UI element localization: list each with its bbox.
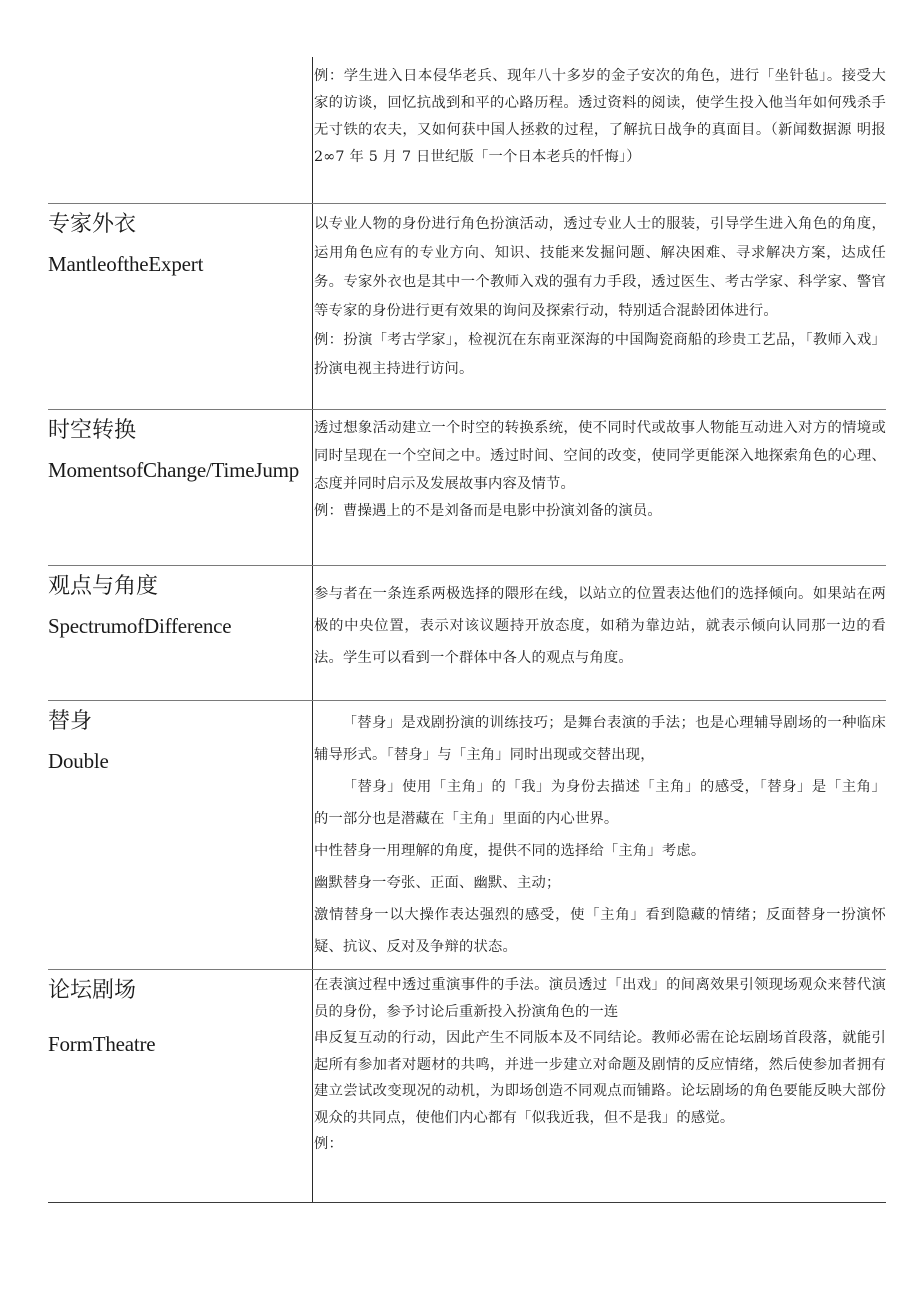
table-row (48, 701, 886, 970)
table-row (48, 410, 886, 566)
table-row (48, 566, 886, 701)
description-cell (313, 204, 886, 409)
description-cell (313, 701, 886, 969)
description-paragraph: 例：学生进入日本侵华老兵、现年八十多岁的金子安次的角色，进行「坐针毡」。接受大家的访谈，回忆抗战到和平的心路历程。透过资料的阅读，使学生投入他当年如何残杀手无寸铁的农夫，又如何获中国人拯救的过程，了解抗日战争的真面目。（新闻数据源 明报 2∞7 年 5 月 7 日世纪版「一个日本老兵的忏悔」） (314, 68, 886, 165)
term-english: FormTheatre (48, 1032, 156, 1056)
term-cell (48, 701, 313, 969)
term-cell (48, 566, 313, 700)
description-cell (313, 566, 886, 700)
drama-techniques-table (48, 57, 886, 1203)
table-row (48, 57, 886, 204)
example-paragraph: 例：扮演「考古学家」，检视沉在东南亚深海的中国陶瓷商船的珍贵工艺品，「教师入戏」扮演电视主持进行访问。 (314, 332, 886, 377)
table-row (48, 204, 886, 410)
description-cell (313, 57, 886, 203)
description-paragraph: 激情替身一以大操作表达强烈的感受，使「主角」看到隐藏的情绪；反面替身一扮演怀疑、抗议、反对及争辩的状态。 (314, 907, 886, 955)
example-paragraph: 例：曹操遇上的不是刘备而是电影中扮演刘备的演员。 (314, 503, 662, 519)
description-paragraph: 「替身」是戏剧扮演的训练技巧；是舞台表演的手法；也是心理辅导剧场的一种临床辅导形式。「替身」与「主角」同时出现或交替出现， (314, 715, 886, 763)
term-english: MantleoftheExpert (48, 252, 204, 276)
term-chinese: 替身 (48, 709, 93, 734)
term-english: MomentsofChange/TimeJump (48, 458, 300, 482)
description-cell (313, 970, 886, 1202)
description-paragraph: 「替身」使用「主角」的「我」为身份去描述「主角」的感受，「替身」是「主角」的一部分也是潜藏在「主角」里面的内心世界。 (314, 779, 886, 827)
term-english: SpectrumofDifference (48, 614, 232, 638)
description-paragraph: 在表演过程中透过重演事件的手法。演员透过「出戏」的间离效果引领现场观众来替代演员的身份，参予讨论后重新投入扮演角色的一连 (314, 977, 886, 1020)
description-paragraph: 参与者在一条连系两极选择的隈形在线，以站立的位置表达他们的选择倾向。如果站在两极的中央位置，表示对该议题持开放态度，如稍为靠边站，就表示倾向认同那一边的看法。学生可以看到一个群体中各人的观点与角度。 (314, 586, 886, 666)
term-chinese: 论坛剧场 (48, 978, 137, 1003)
description-paragraph: 以专业人物的身份进行角色扮演活动，透过专业人士的服装，引导学生进入角色的角度，运用角色应有的专业方向、知识、技能来发掘问题、解决困难、寻求解决方案，达成任务。专家外衣也是其中一个教师入戏的强有力手段，透过医生、考古学家、科学家、警官等专家的身份进行更有效果的询问及探索行动，特别适合混龄团体进行。 (314, 216, 886, 319)
description-paragraph: 中性替身一用理解的角度，提供不同的选择给「主角」考虑。 (314, 843, 706, 859)
term-chinese: 观点与角度 (48, 574, 159, 599)
term-cell (48, 410, 313, 565)
term-cell (48, 57, 313, 203)
term-cell (48, 204, 313, 409)
description-cell (313, 410, 886, 565)
table-row (48, 970, 886, 1203)
term-english: Double (48, 749, 109, 773)
description-paragraph: 串反复互动的行动，因此产生不同版本及不同结论。教师必需在论坛剧场首段落，就能引起所有参加者对题材的共鸣，并进一步建立对命题及剧情的反应情绪，然后使参加者拥有建立尝试改变现况的动机，为即场创造不同观点而铺路。论坛剧场的角色要能反映大部份观众的共同点，使他们内心都有「似我近我，但不是我」的感觉。 (314, 1030, 886, 1126)
term-chinese: 时空转换 (48, 418, 137, 443)
description-paragraph: 幽默替身一夸张、正面、幽默、主动； (314, 875, 561, 891)
term-chinese: 专家外衣 (48, 212, 137, 237)
example-paragraph: 例： (314, 1136, 343, 1152)
description-paragraph: 透过想象活动建立一个时空的转换系统，使不同时代或故事人物能互动进入对方的情境或同时呈现在一个空间之中。透过时间、空间的改变，使同学更能深入地探索角色的心理、态度并同时启示及发展故事内容及情节。 (314, 420, 886, 492)
term-cell (48, 970, 313, 1202)
